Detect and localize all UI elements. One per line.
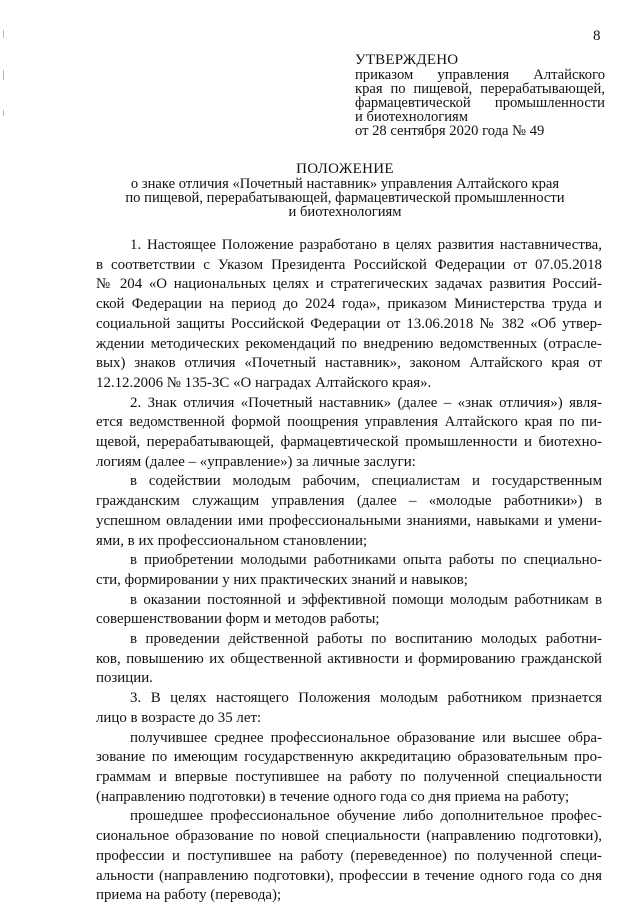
heading-line: по пищевой, перерабатывающей, фармацевтической промышленности bbox=[125, 190, 565, 206]
body-line: (направлению подготовки) в течение одного года со дня приема на работу; bbox=[96, 788, 570, 805]
approval-line: края по пищевой, перерабатывающей, bbox=[355, 81, 605, 97]
body-line: альности (направлению подготовки), профессии в течение одного года со дня bbox=[96, 867, 602, 884]
body-line: в содействии молодым рабочим, специалистам и государственным bbox=[130, 473, 602, 490]
body-line: в оказании постоянной и эффективной помощи молодым работникам в bbox=[130, 591, 602, 608]
body-line: ями, в их профессиональном становлении; bbox=[96, 532, 368, 549]
body-line: в приобретении молодыми работниками опыта работы по специально- bbox=[130, 552, 602, 569]
body-line: ков, повышению их общественной активности и формированию гражданской bbox=[96, 650, 602, 667]
body-line: № 204 «О национальных целях и стратегических задачах развития Россий- bbox=[96, 276, 602, 293]
approval-stamp-block bbox=[355, 53, 605, 138]
approval-title: УТВЕРЖДЕНО bbox=[355, 52, 459, 68]
body-line: ской Федерации на период до 2024 года», приказом Министерства труда и bbox=[96, 296, 602, 313]
body-line: 3. В целях настоящего Положения молодым работником признается bbox=[130, 690, 602, 707]
body-line: лицо в возрасте до 35 лет: bbox=[96, 709, 262, 726]
document-heading bbox=[60, 162, 630, 219]
scan-margin-mark bbox=[3, 110, 4, 116]
body-line: приема на работу (перевода); bbox=[96, 887, 282, 904]
body-line: сти, формировании у них практических знаний и навыков; bbox=[96, 571, 468, 588]
body-line: логиям (далее – «управление») за личные заслуги: bbox=[96, 453, 416, 470]
scan-margin-mark bbox=[3, 70, 4, 80]
scan-margin-mark bbox=[3, 30, 4, 38]
body-line: граммам и впервые поступившее на работу по полученной специальности bbox=[96, 768, 602, 785]
body-line: ется ведомственной формой поощрения управления Алтайского края по пи- bbox=[96, 414, 602, 431]
body-line: зование по имеющим государственную аккредитацию образовательным про- bbox=[96, 749, 602, 766]
body-line: 12.12.2006 № 135-ЗС «О наградах Алтайского края». bbox=[96, 374, 432, 391]
body-line: профессии и поступившее на работу (переведенное) по полученной специ- bbox=[96, 847, 602, 864]
document-body bbox=[96, 236, 602, 906]
body-line: сиональное образование по новой специальности (направлению подготовки), bbox=[96, 828, 602, 845]
body-line: успешном овладении ими профессиональными знаниями, навыками и умени- bbox=[96, 512, 602, 529]
body-line: в соответствии с Указом Президента Российской Федерации от 07.05.2018 bbox=[96, 256, 602, 273]
document-title: ПОЛОЖЕНИЕ bbox=[296, 161, 394, 177]
approval-date: от 28 сентября 2020 года № 49 bbox=[355, 123, 545, 139]
body-line: гражданским служащим управления (далее – «молодые работники») в bbox=[96, 493, 602, 510]
page-number: 8 bbox=[593, 28, 601, 44]
heading-line: и биотехнологиям bbox=[288, 204, 402, 220]
body-line: в проведении действенной работы по воспитанию молодых работни- bbox=[130, 631, 602, 648]
body-line: социальной защиты Российской Федерации от 13.06.2018 № 382 «Об утвер- bbox=[96, 315, 602, 332]
approval-line: приказом управления Алтайского bbox=[355, 67, 605, 83]
body-line: вых) знаков отличия «Почетный наставник», законом Алтайского края от bbox=[96, 355, 602, 372]
body-line: прошедшее профессиональное обучение либо дополнительное профес- bbox=[130, 808, 602, 825]
approval-line: фармацевтической промышленности bbox=[355, 95, 605, 111]
heading-line: о знаке отличия «Почетный наставник» управления Алтайского края bbox=[130, 176, 560, 192]
body-line: щевой, перерабатывающей, фармацевтической промышленности и биотехно- bbox=[96, 434, 602, 451]
body-line: ждении методических рекомендаций по внедрению ведомственных (отрасле- bbox=[96, 335, 602, 352]
approval-line: и биотехнологиям bbox=[355, 109, 468, 125]
body-line: 1. Настоящее Положение разработано в целях развития наставничества, bbox=[130, 237, 602, 253]
body-line: получившее среднее профессиональное образование или высшее обра- bbox=[130, 729, 602, 746]
body-line: совершенствовании форм и методов работы; bbox=[96, 611, 380, 628]
body-line: позиции. bbox=[96, 670, 153, 687]
body-line: 2. Знак отличия «Почетный наставник» (далее – «знак отличия») явля- bbox=[130, 394, 602, 411]
